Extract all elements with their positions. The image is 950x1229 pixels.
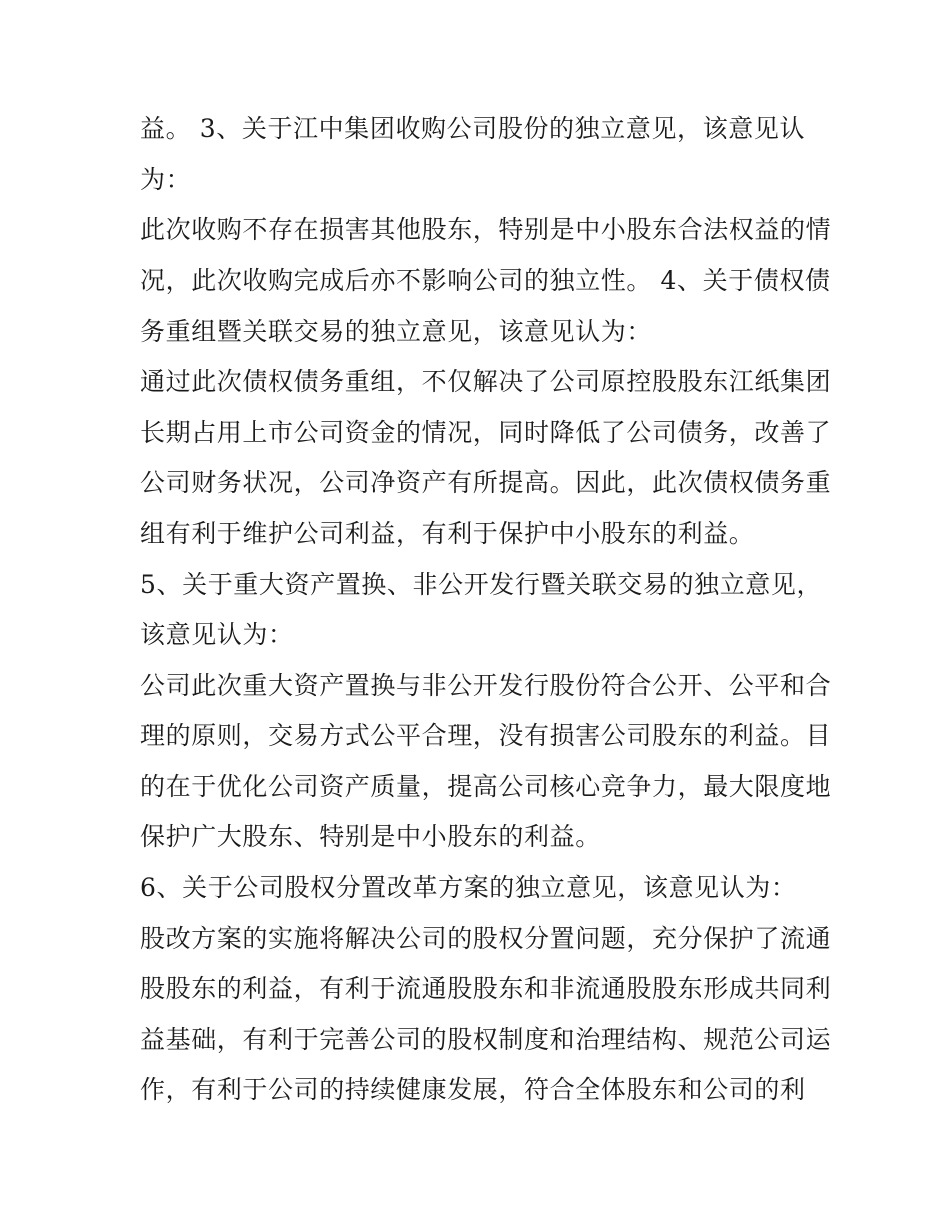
text-line-15: 保护广大股东、特别是中小股东的利益。 — [140, 822, 601, 851]
text-line-16: 6、关于公司股权分置改革方案的独立意见，该意见认为： — [140, 873, 797, 902]
text-line-13: 理的原则，交易方式公平合理，没有损害公司股东的利益。目 — [140, 721, 832, 750]
text-line-18: 股股东的利益，有利于流通股股东和非流通股股东形成共同利 — [140, 974, 832, 1003]
text-line-19: 益基础，有利于完善公司的股权制度和治理结构、规范公司运 — [140, 1025, 832, 1054]
text-line-20: 作，有利于公司的持续健康发展，符合全体股东和公司的利 — [140, 1075, 806, 1104]
text-line-14: 的在于优化公司资产质量，提高公司核心竞争力，最大限度地 — [140, 772, 832, 801]
text-line-5: 务重组暨关联交易的独立意见，该意见认为： — [140, 317, 653, 346]
text-line-4: 况，此次收购完成后亦不影响公司的独立性。 4、关于债权债 — [140, 266, 831, 295]
text-line-7: 长期占用上市公司资金的情况，同时降低了公司债务，改善了 — [140, 418, 832, 447]
text-line-17: 股改方案的实施将解决公司的股权分置问题，充分保护了流通 — [140, 924, 832, 953]
text-line-1: 益。 3、关于江中集团收购公司股份的独立意见，该意见认 — [140, 114, 806, 143]
text-line-6: 通过此次债权债务重组，不仅解决了公司原控股股东江纸集团 — [140, 367, 832, 396]
text-line-9: 组有利于维护公司利益，有利于保护中小股东的利益。 — [140, 519, 755, 548]
text-line-10: 5、关于重大资产置换、非公开发行暨关联交易的独立意见， — [140, 570, 823, 599]
text-line-8: 公司财务状况，公司净资产有所提高。因此，此次债权债务重 — [140, 468, 832, 497]
text-line-3: 此次收购不存在损害其他股东，特别是中小股东合法权益的情 — [140, 215, 832, 244]
text-line-12: 公司此次重大资产置换与非公开发行股份符合公开、公平和合 — [140, 671, 832, 700]
text-line-11: 该意见认为： — [140, 620, 294, 649]
text-line-2: 为： — [140, 165, 192, 194]
